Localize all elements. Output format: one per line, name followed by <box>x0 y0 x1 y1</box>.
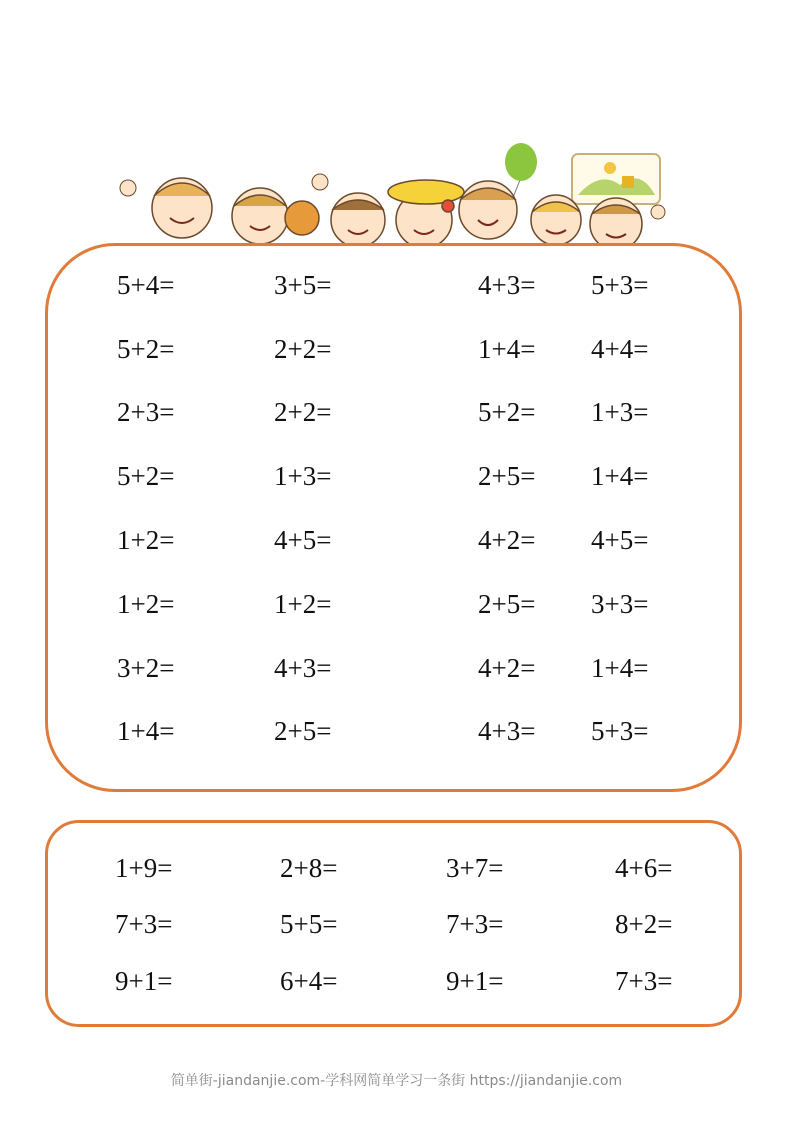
top-problem: 4+2= <box>478 653 536 683</box>
top-problem: 1+2= <box>117 525 175 555</box>
top-problem: 1+2= <box>274 589 332 619</box>
bottom-problem: 3+7= <box>446 853 504 883</box>
top-problem: 4+3= <box>274 653 332 683</box>
top-problem: 1+4= <box>117 716 175 746</box>
top-problem: 4+5= <box>274 525 332 555</box>
top-problem: 4+3= <box>478 716 536 746</box>
top-problem: 2+5= <box>478 589 536 619</box>
top-problem: 2+2= <box>274 334 332 364</box>
bottom-problem: 7+3= <box>615 966 673 996</box>
top-problem: 2+5= <box>478 461 536 491</box>
top-problem: 3+2= <box>117 653 175 683</box>
page-footer: 简单街-jiandanjie.com-学科网简单学习一条街 https://jiandanjie.com <box>170 1073 623 1089</box>
top-problem: 4+2= <box>478 525 536 555</box>
bottom-problem: 4+6= <box>615 853 673 883</box>
bottom-problem: 5+5= <box>280 909 338 939</box>
bottom-problem: 9+1= <box>446 966 504 996</box>
top-problem: 1+3= <box>591 397 649 427</box>
bottom-problem: 9+1= <box>115 966 173 996</box>
top-problem: 5+4= <box>117 270 175 300</box>
cartoon-children-peeking-illustration <box>110 140 680 255</box>
top-problem: 4+3= <box>478 270 536 300</box>
bottom-problem: 1+9= <box>115 853 173 883</box>
top-problem: 5+3= <box>591 270 649 300</box>
top-problem-panel <box>45 243 742 792</box>
top-problem: 1+2= <box>117 589 175 619</box>
top-problem: 2+5= <box>274 716 332 746</box>
bottom-problem: 7+3= <box>446 909 504 939</box>
bottom-problem: 7+3= <box>115 909 173 939</box>
top-problem: 5+2= <box>478 397 536 427</box>
top-problem: 2+2= <box>274 397 332 427</box>
top-problem: 3+5= <box>274 270 332 300</box>
bottom-problem: 8+2= <box>615 909 673 939</box>
top-problem: 2+3= <box>117 397 175 427</box>
top-problem: 1+4= <box>478 334 536 364</box>
top-problem: 5+3= <box>591 716 649 746</box>
top-problem: 5+2= <box>117 461 175 491</box>
bottom-problem: 2+8= <box>280 853 338 883</box>
top-problem: 4+5= <box>591 525 649 555</box>
top-problem: 1+3= <box>274 461 332 491</box>
bottom-problem: 6+4= <box>280 966 338 996</box>
top-problem: 4+4= <box>591 334 649 364</box>
top-problem: 1+4= <box>591 461 649 491</box>
top-problem: 5+2= <box>117 334 175 364</box>
top-problem: 3+3= <box>591 589 649 619</box>
top-problem: 1+4= <box>591 653 649 683</box>
